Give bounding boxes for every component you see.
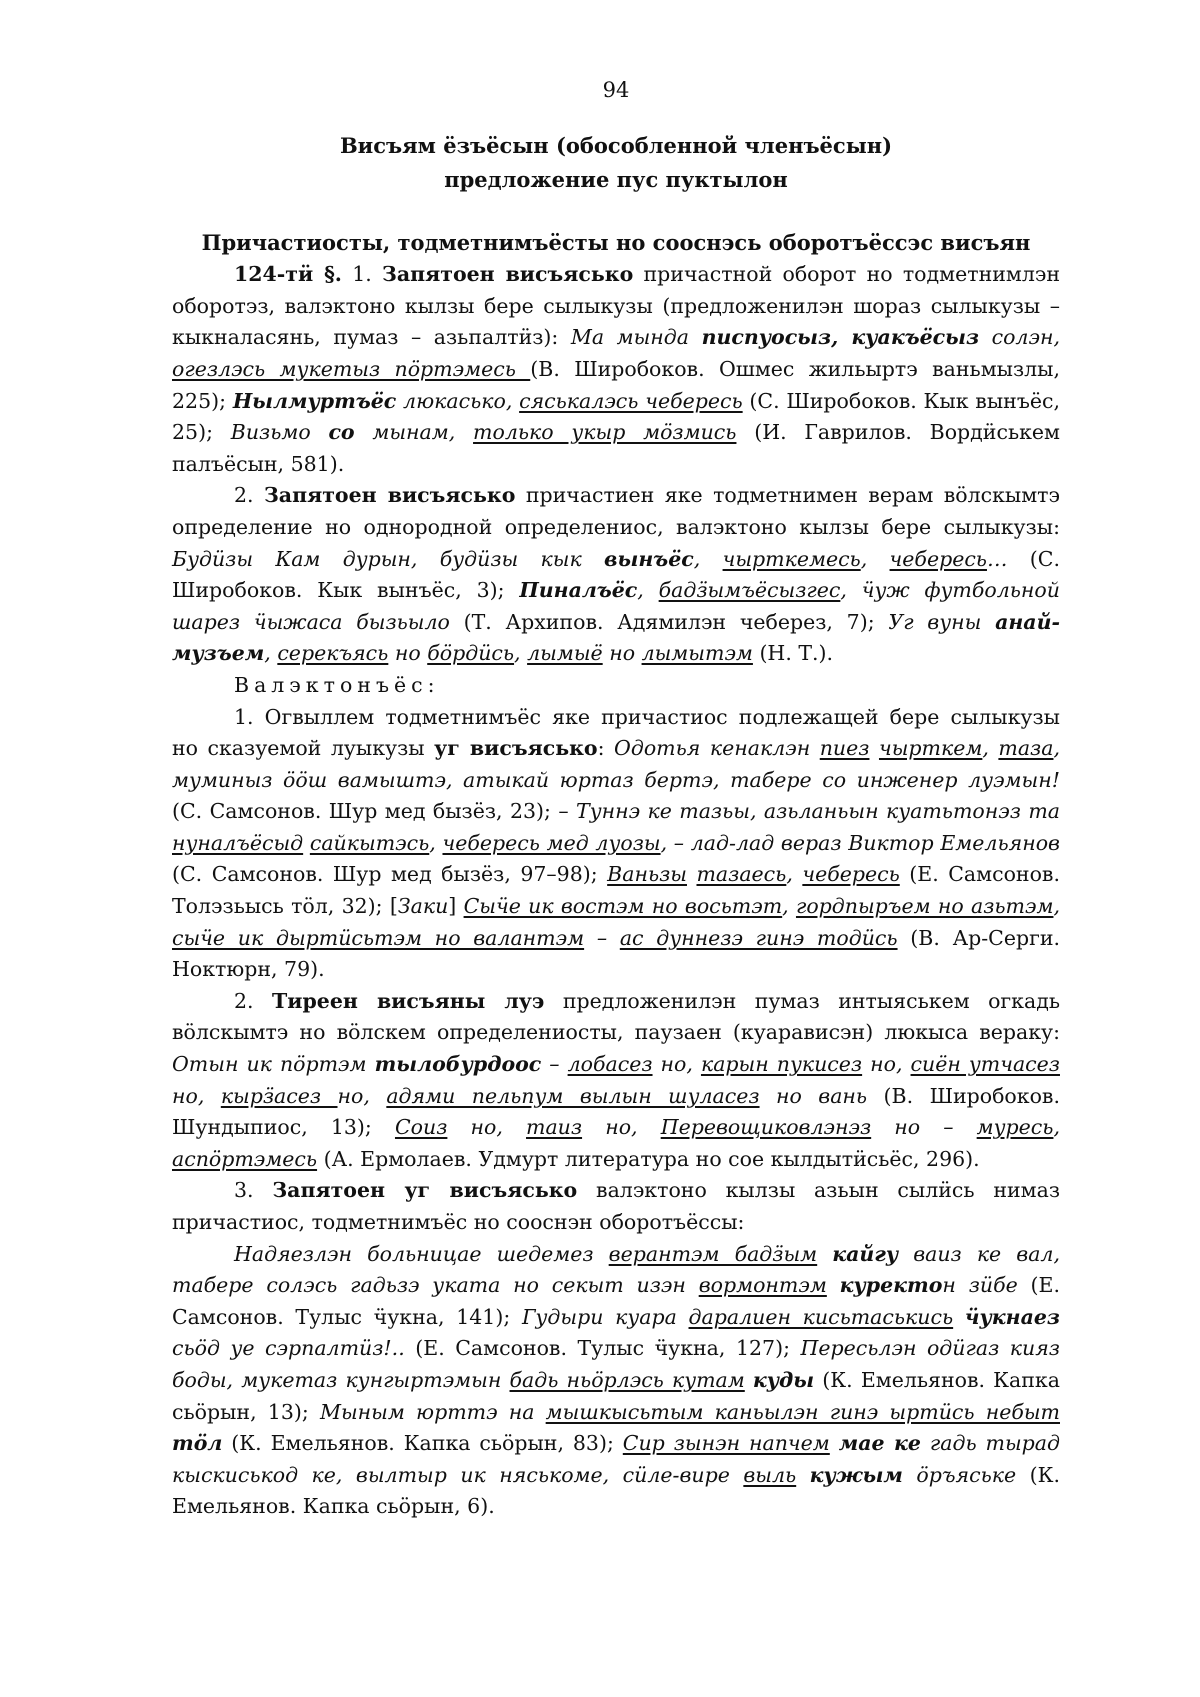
text-run: , bbox=[1053, 894, 1060, 919]
paragraph bbox=[172, 670, 1060, 702]
text-run: куды bbox=[752, 1367, 815, 1392]
text-run: ас дуннезэ гинэ тодӥсь bbox=[619, 925, 898, 950]
text-run: , bbox=[637, 578, 659, 603]
text-run: адями пельпум вылын шуласез bbox=[386, 1083, 760, 1108]
text-run: 3. bbox=[234, 1178, 273, 1203]
text-run: анай-музъем bbox=[172, 609, 1061, 666]
text-run: люкаськo, bbox=[396, 388, 520, 413]
text-run: Запятоен висъясько bbox=[264, 483, 516, 508]
text-run: (Н. Т.). bbox=[752, 641, 834, 666]
text-run: 2. bbox=[234, 483, 264, 508]
text-run: Визьмо bbox=[230, 420, 329, 445]
text-run: – bbox=[541, 1052, 568, 1077]
text-run: бадь ньӧрлэсь кутам bbox=[509, 1367, 745, 1392]
text-run: , bbox=[982, 736, 999, 761]
text-run: ваиз ке вал, табере солэсь гадьзэ уката но секыт изэн bbox=[172, 1241, 1060, 1298]
text-run: Запятоен уг висъясько bbox=[272, 1178, 578, 1203]
text-run: Будӥзы Кам дурын, будӥзы кык bbox=[172, 546, 605, 571]
text-run: писпуосыз, куакъёсыз bbox=[701, 325, 980, 350]
text-run: ӵукнаез bbox=[964, 1304, 1060, 1329]
text-run: чырткем bbox=[878, 736, 983, 761]
text-run: (В. Широбоков. Ошмес жильыртэ ваньмызлы, 225); bbox=[172, 356, 1060, 413]
text-run bbox=[745, 1368, 753, 1392]
text-run: 1. Огвыллем тодметнимъёс яке причастиос подлежащей бере сылыкузы но сказуемой луыкузы bbox=[172, 704, 1060, 761]
text-run: Одотья кенаклэн bbox=[614, 736, 820, 761]
text-run: Ма мында bbox=[570, 325, 702, 350]
text-run: только укыр мӧзмись bbox=[473, 420, 737, 445]
text-run: (Е. Самсонов. Тулыс ӵукна, 141); bbox=[172, 1273, 1060, 1329]
text-run: причастной оборот но тодметнимлэн оборотэз, валэктоно кылзы бере сылыкузы (предложенилэн шораз сылыкузы – кыкналасянь, пумаз – азьпалтӥз): bbox=[172, 262, 1061, 350]
text-run: Соиз bbox=[394, 1115, 448, 1140]
text-run: но, bbox=[447, 1115, 527, 1140]
text-run: валэктоно кылзы азьын сылӥсь нимаз причастиос, тодметнимъёс но сооснэн оборотъёссы: bbox=[172, 1178, 1061, 1234]
text-run: Гудыри куара bbox=[521, 1304, 689, 1329]
text-run: сьӧд уе сэрпалтӥз!.. bbox=[172, 1336, 405, 1361]
text-run: Тиреен висъяны луэ bbox=[272, 988, 545, 1013]
text-run: со bbox=[328, 420, 355, 445]
text-run: но, bbox=[172, 1083, 221, 1108]
text-run: мынам, bbox=[354, 420, 474, 445]
text-run: муресь bbox=[976, 1115, 1054, 1140]
text-run: серекъясь bbox=[277, 641, 389, 666]
text-run: таза bbox=[998, 736, 1054, 761]
text-run: но bbox=[602, 641, 642, 666]
text-run: Перевощиковлэнэз bbox=[660, 1115, 872, 1140]
text-run: даралиен кисьтаськись bbox=[688, 1304, 954, 1329]
text-run: причастиен яке тодметнимен верам вӧлскымтэ определение но однородной определениос, валэктоно кылзы бере сылыкузы: bbox=[172, 483, 1060, 539]
text-run: чырткемесь bbox=[722, 546, 861, 571]
text-run: (С. Самсонов. Шур мед бызёз, 97–98); bbox=[172, 862, 608, 887]
text-run: , bbox=[782, 894, 796, 919]
title-line-1: Висъям ёзъёсын (обособленной членъёсын) bbox=[339, 133, 893, 159]
text-run: предложенилэн пумаз интыяськем огкадь вӧлскымтэ но вӧлскем определениосты, паузаен (куарависэн) люкыса вераку: bbox=[172, 988, 1060, 1045]
text-run: , bbox=[1053, 1115, 1060, 1140]
text-run: Пиналъёс bbox=[519, 578, 638, 603]
paragraph bbox=[172, 986, 1060, 1176]
text-run: (Т. Архипов. Адямилэн чеберез, 7); bbox=[449, 609, 889, 634]
text-run: , bbox=[514, 641, 528, 666]
text-run: аспӧртэмесь bbox=[172, 1146, 318, 1171]
title-line-2: предложение пус пуктылон bbox=[444, 167, 788, 193]
text-run: уг висъясько bbox=[434, 736, 598, 761]
text-run: Туннэ ке тазьы, азьланьын куатьтонэз та bbox=[576, 799, 1060, 824]
text-run: но, bbox=[582, 1115, 661, 1140]
text-run: вормонтэм bbox=[698, 1273, 827, 1298]
text-run: пиез bbox=[819, 736, 870, 761]
text-run: (В. Ар-Серги. Ноктюрн, 79). bbox=[172, 925, 1061, 982]
text-run: (И. Гаврилов. Вордӥськем палъёсын, 581). bbox=[172, 420, 1060, 476]
text-run: сыӵе ик дыртӥсьтэм но валантэм bbox=[172, 925, 585, 950]
text-run: , bbox=[693, 546, 723, 571]
paragraph bbox=[172, 1239, 1060, 1523]
text-run: мышкысьтым каньылэн гинэ ыртӥсь небыт bbox=[545, 1399, 1060, 1424]
text-run: (К. Емельянов. Капка сьӧрын, 13); bbox=[172, 1367, 1060, 1424]
text-run: , bbox=[264, 641, 278, 666]
text-run bbox=[830, 1431, 839, 1455]
text-run: бӧрдӥсь bbox=[427, 641, 515, 666]
text-run: Сир зынэн напчем bbox=[622, 1431, 830, 1456]
text-run: ӧръяськe bbox=[902, 1462, 1017, 1487]
text-run: Мыным юрттэ на bbox=[319, 1399, 546, 1424]
text-run: Пересьлэн одӥгаз кияз боды, мукетаз кунгыртэмын bbox=[172, 1336, 1060, 1392]
text-run: Сыӵе ик востэм но восьтэт bbox=[463, 894, 783, 919]
text-run: (А. Ермолаев. Удмурт литература но сое кылдытӥсьёс, 296). bbox=[317, 1146, 980, 1171]
text-run: , – лад-лад вераз Виктор Емельянов bbox=[660, 830, 1060, 855]
paragraph bbox=[172, 480, 1060, 670]
text-run: , bbox=[860, 546, 890, 571]
text-run: но, bbox=[337, 1083, 387, 1108]
text-run bbox=[869, 736, 879, 760]
text-run: тылобурдоос bbox=[374, 1052, 542, 1077]
paragraph bbox=[172, 702, 1060, 986]
text-run: – bbox=[584, 925, 620, 950]
text-run: сайкытэсь bbox=[309, 830, 430, 855]
text-run: 124-тӥ §. bbox=[234, 262, 342, 287]
text-run bbox=[827, 1273, 840, 1297]
text-run: лымыё bbox=[527, 641, 603, 666]
text-run: чебересь bbox=[889, 546, 987, 571]
paragraph bbox=[172, 259, 1060, 480]
text-run: Отын ик пӧртэм bbox=[172, 1052, 375, 1077]
text-run: но, bbox=[862, 1052, 911, 1077]
text-run: н зӥбе bbox=[942, 1273, 1018, 1298]
text-run: Надяезлэн больницае шедемез bbox=[234, 1241, 609, 1266]
text-column bbox=[172, 78, 1060, 1523]
text-run: тӧл bbox=[172, 1431, 223, 1456]
text-run: … bbox=[986, 546, 1008, 571]
text-run bbox=[796, 1463, 809, 1487]
text-run: чебересь мед луозы bbox=[442, 830, 661, 855]
text-run: (С. Самсонов. Шур мед бызёз, 23); – bbox=[172, 799, 577, 824]
page-number: 94 bbox=[602, 78, 630, 102]
text-run: ] bbox=[448, 894, 464, 919]
text-run: гадь тырад кыскиськод ке, вылтыр ик няськоме, сӥле-вире bbox=[172, 1431, 1060, 1487]
text-run: но bbox=[388, 641, 428, 666]
text-run bbox=[817, 1242, 832, 1266]
section-heading: Причастиосты, тодметнимъёсты но сооснэсь оборотъёссэс висъян bbox=[201, 230, 1031, 256]
text-run: но, bbox=[652, 1052, 701, 1077]
text-run: , муминыз ӧӧш вамыштэ, атыкай юртаз бертэ, табере со инженер луэмын! bbox=[172, 736, 1060, 792]
text-run: карын пукисез bbox=[700, 1052, 863, 1077]
text-run: 2. bbox=[234, 988, 272, 1013]
text-run: (В. Широбоков. Шундыпиос, 13); bbox=[172, 1083, 1060, 1140]
text-run: сяськалэсь чебересь bbox=[519, 388, 743, 413]
text-run: вынъёс bbox=[604, 546, 694, 571]
text-run bbox=[953, 1305, 965, 1329]
text-run: кырӟасез bbox=[220, 1083, 338, 1108]
text-run: (С. Широбоков. Кык вынъёс, 3); bbox=[172, 546, 1060, 603]
text-run: сиён утчасез bbox=[910, 1052, 1060, 1077]
text-run: Уг вуны bbox=[888, 609, 996, 634]
text-run: верантэм бадӟым bbox=[608, 1241, 818, 1266]
text-run: Заки bbox=[397, 894, 449, 919]
text-run: но – bbox=[871, 1115, 977, 1140]
text-run: таиз bbox=[526, 1115, 583, 1140]
text-run: солэн, bbox=[979, 325, 1060, 350]
text-run: (Е. Самсонов. Толэзьысь тӧл, 32); [ bbox=[172, 862, 1060, 919]
text-run: , bbox=[429, 830, 443, 855]
text-run: (Е. Самсонов. Тулыс ӵукна, 127); bbox=[404, 1336, 801, 1361]
text-run: : bbox=[597, 736, 615, 761]
text-run: лымытэм bbox=[641, 641, 753, 666]
paragraph bbox=[172, 1175, 1060, 1238]
text-run: выль bbox=[743, 1462, 797, 1487]
text-run: Нылмуртъёс bbox=[232, 388, 397, 413]
text-run: чебересь bbox=[802, 862, 900, 887]
text-run: нуналъёсыд bbox=[172, 830, 304, 855]
text-run: кужым bbox=[809, 1462, 903, 1487]
text-run: , ӵуж футбольной шарез ӵыжаса бызьыло bbox=[172, 578, 1060, 634]
text-run: но вань bbox=[759, 1083, 868, 1108]
text-run: кайгу bbox=[832, 1241, 899, 1266]
text-run: тазаесь bbox=[696, 862, 787, 887]
text-run: мае ке bbox=[838, 1431, 921, 1456]
text-run: гордпыръем но азьтэм bbox=[795, 894, 1054, 919]
text-run: куректо bbox=[839, 1273, 943, 1298]
text-run: огезлэсь мукетыз пӧртэмесь bbox=[172, 356, 531, 381]
text-run: (К. Емельянов. Капка сьӧрын, 6). bbox=[172, 1462, 1060, 1519]
text-run: лобасез bbox=[567, 1052, 653, 1077]
text-run: (С. Широбоков. Кык вынъёс, 25); bbox=[172, 388, 1061, 445]
body-text bbox=[172, 259, 1060, 1523]
text-run bbox=[303, 831, 310, 855]
text-run: (К. Емельянов. Капка сьӧрын, 83); bbox=[222, 1431, 623, 1456]
text-run: Запятоен висъясько bbox=[382, 262, 634, 287]
text-run: Ваньзы bbox=[607, 862, 687, 887]
text-run: бадӟымъёсызгес bbox=[658, 578, 841, 603]
text-run: 1. bbox=[341, 262, 383, 287]
text-run: , bbox=[786, 862, 803, 887]
text-run: Валэктонъёс: bbox=[234, 672, 440, 697]
